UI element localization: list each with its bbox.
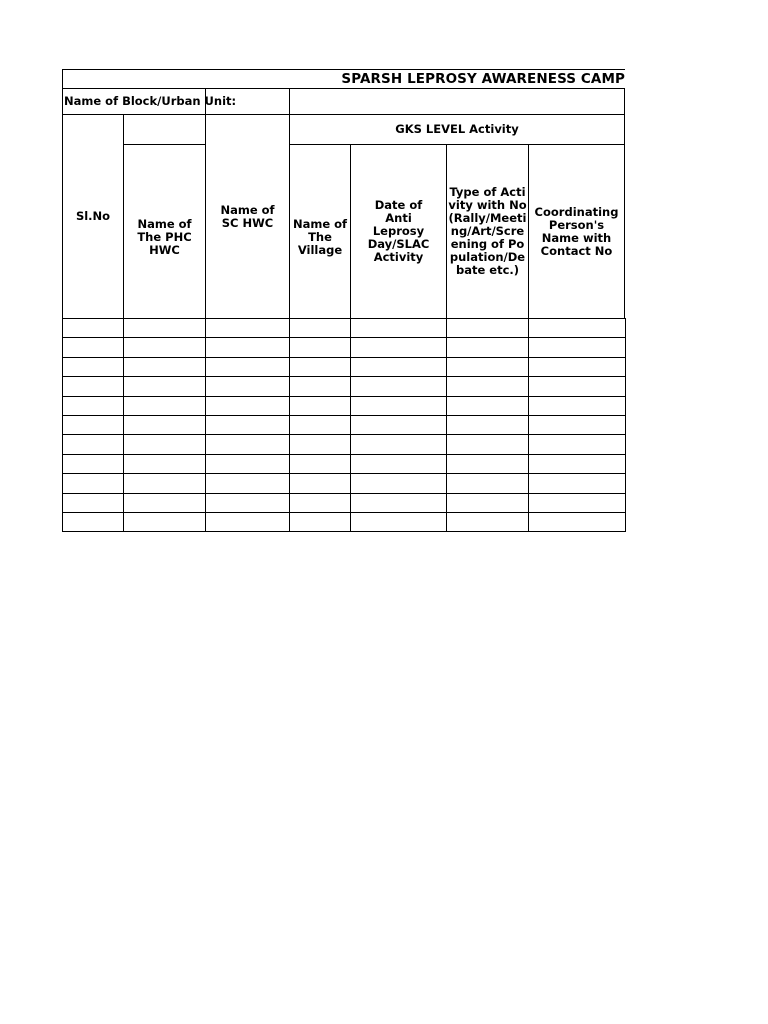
table-cell[interactable] (62, 337, 124, 357)
table-cell[interactable] (205, 318, 290, 338)
table-cell[interactable] (350, 454, 447, 474)
table-cell[interactable] (62, 318, 124, 338)
header-phc-hwc: Name of The PHC HWC (123, 144, 206, 319)
table-cell[interactable] (446, 396, 529, 416)
table-cell[interactable] (289, 434, 351, 454)
title-row (62, 69, 625, 89)
table-cell[interactable] (289, 357, 351, 377)
table-cell[interactable] (205, 473, 290, 493)
table-cell[interactable] (205, 376, 290, 396)
table-cell[interactable] (350, 434, 447, 454)
header-sl-no: Sl.No (62, 114, 124, 319)
table-cell[interactable] (289, 318, 351, 338)
header-village: Name of The Village (289, 144, 351, 319)
table-cell[interactable] (123, 512, 206, 532)
table-cell[interactable] (205, 493, 290, 513)
table-cell[interactable] (205, 357, 290, 377)
table-cell[interactable] (289, 493, 351, 513)
table-cell[interactable] (528, 454, 626, 474)
table-cell[interactable] (350, 396, 447, 416)
table-cell[interactable] (446, 337, 529, 357)
header-phc-blank (123, 114, 206, 145)
table-cell[interactable] (528, 434, 626, 454)
table-cell[interactable] (289, 396, 351, 416)
table-cell[interactable] (446, 415, 529, 435)
table-cell[interactable] (62, 493, 124, 513)
table-cell[interactable] (205, 337, 290, 357)
header-date: Date of Anti Leprosy Day/SLAC Activity (350, 144, 447, 319)
table-cell[interactable] (123, 337, 206, 357)
table-cell[interactable] (289, 337, 351, 357)
table-cell[interactable] (528, 512, 626, 532)
block-label: Name of Block/Urban Unit: (62, 89, 205, 115)
table-cell[interactable] (289, 376, 351, 396)
table-cell[interactable] (528, 473, 626, 493)
table-cell[interactable] (123, 396, 206, 416)
table-cell[interactable] (350, 415, 447, 435)
table-cell[interactable] (528, 337, 626, 357)
block-extra-cell[interactable] (289, 89, 625, 115)
table-cell[interactable] (62, 434, 124, 454)
table-cell[interactable] (123, 473, 206, 493)
table-cell[interactable] (528, 318, 626, 338)
header-activity-type: Type of Activity with No(Rally/Meeting/Art/Screening of Population/Debate etc.) (446, 144, 529, 319)
table-cell[interactable] (123, 318, 206, 338)
table-cell[interactable] (289, 454, 351, 474)
table-cell[interactable] (62, 376, 124, 396)
table-cell[interactable] (350, 318, 447, 338)
table-cell[interactable] (446, 493, 529, 513)
table-cell[interactable] (446, 357, 529, 377)
table-cell[interactable] (446, 512, 529, 532)
table-cell[interactable] (446, 318, 529, 338)
table-cell[interactable] (123, 376, 206, 396)
table-cell[interactable] (446, 434, 529, 454)
table-cell[interactable] (350, 512, 447, 532)
header-coordinator: Coordinating Person's Name with Contact No (528, 144, 625, 319)
table-cell[interactable] (289, 512, 351, 532)
table-cell[interactable] (350, 493, 447, 513)
header-sc-hwc: Name of SC HWC (205, 114, 290, 319)
table-cell[interactable] (446, 376, 529, 396)
table-cell[interactable] (205, 512, 290, 532)
table-cell[interactable] (350, 357, 447, 377)
table-cell[interactable] (123, 357, 206, 377)
table-cell[interactable] (205, 434, 290, 454)
table-cell[interactable] (62, 415, 124, 435)
table-cell[interactable] (528, 396, 626, 416)
table-cell[interactable] (350, 337, 447, 357)
form-title: SPARSH LEPROSY AWARENESS CAMP (341, 71, 625, 87)
table-cell[interactable] (528, 376, 626, 396)
table-cell[interactable] (528, 493, 626, 513)
table-cell[interactable] (62, 473, 124, 493)
table-cell[interactable] (205, 415, 290, 435)
table-cell[interactable] (123, 454, 206, 474)
table-cell[interactable] (62, 357, 124, 377)
table-cell[interactable] (528, 357, 626, 377)
table-cell[interactable] (350, 376, 447, 396)
table-cell[interactable] (528, 415, 626, 435)
table-cell[interactable] (350, 473, 447, 493)
table-cell[interactable] (123, 434, 206, 454)
table-cell[interactable] (289, 473, 351, 493)
table-cell[interactable] (62, 454, 124, 474)
table-cell[interactable] (123, 415, 206, 435)
table-cell[interactable] (446, 473, 529, 493)
table-cell[interactable] (205, 396, 290, 416)
table-cell[interactable] (62, 512, 124, 532)
table-cell[interactable] (62, 396, 124, 416)
table-cell[interactable] (446, 454, 529, 474)
table-cell[interactable] (123, 493, 206, 513)
table-cell[interactable] (205, 454, 290, 474)
table-cell[interactable] (289, 415, 351, 435)
header-gks-level: GKS LEVEL Activity (289, 114, 625, 145)
